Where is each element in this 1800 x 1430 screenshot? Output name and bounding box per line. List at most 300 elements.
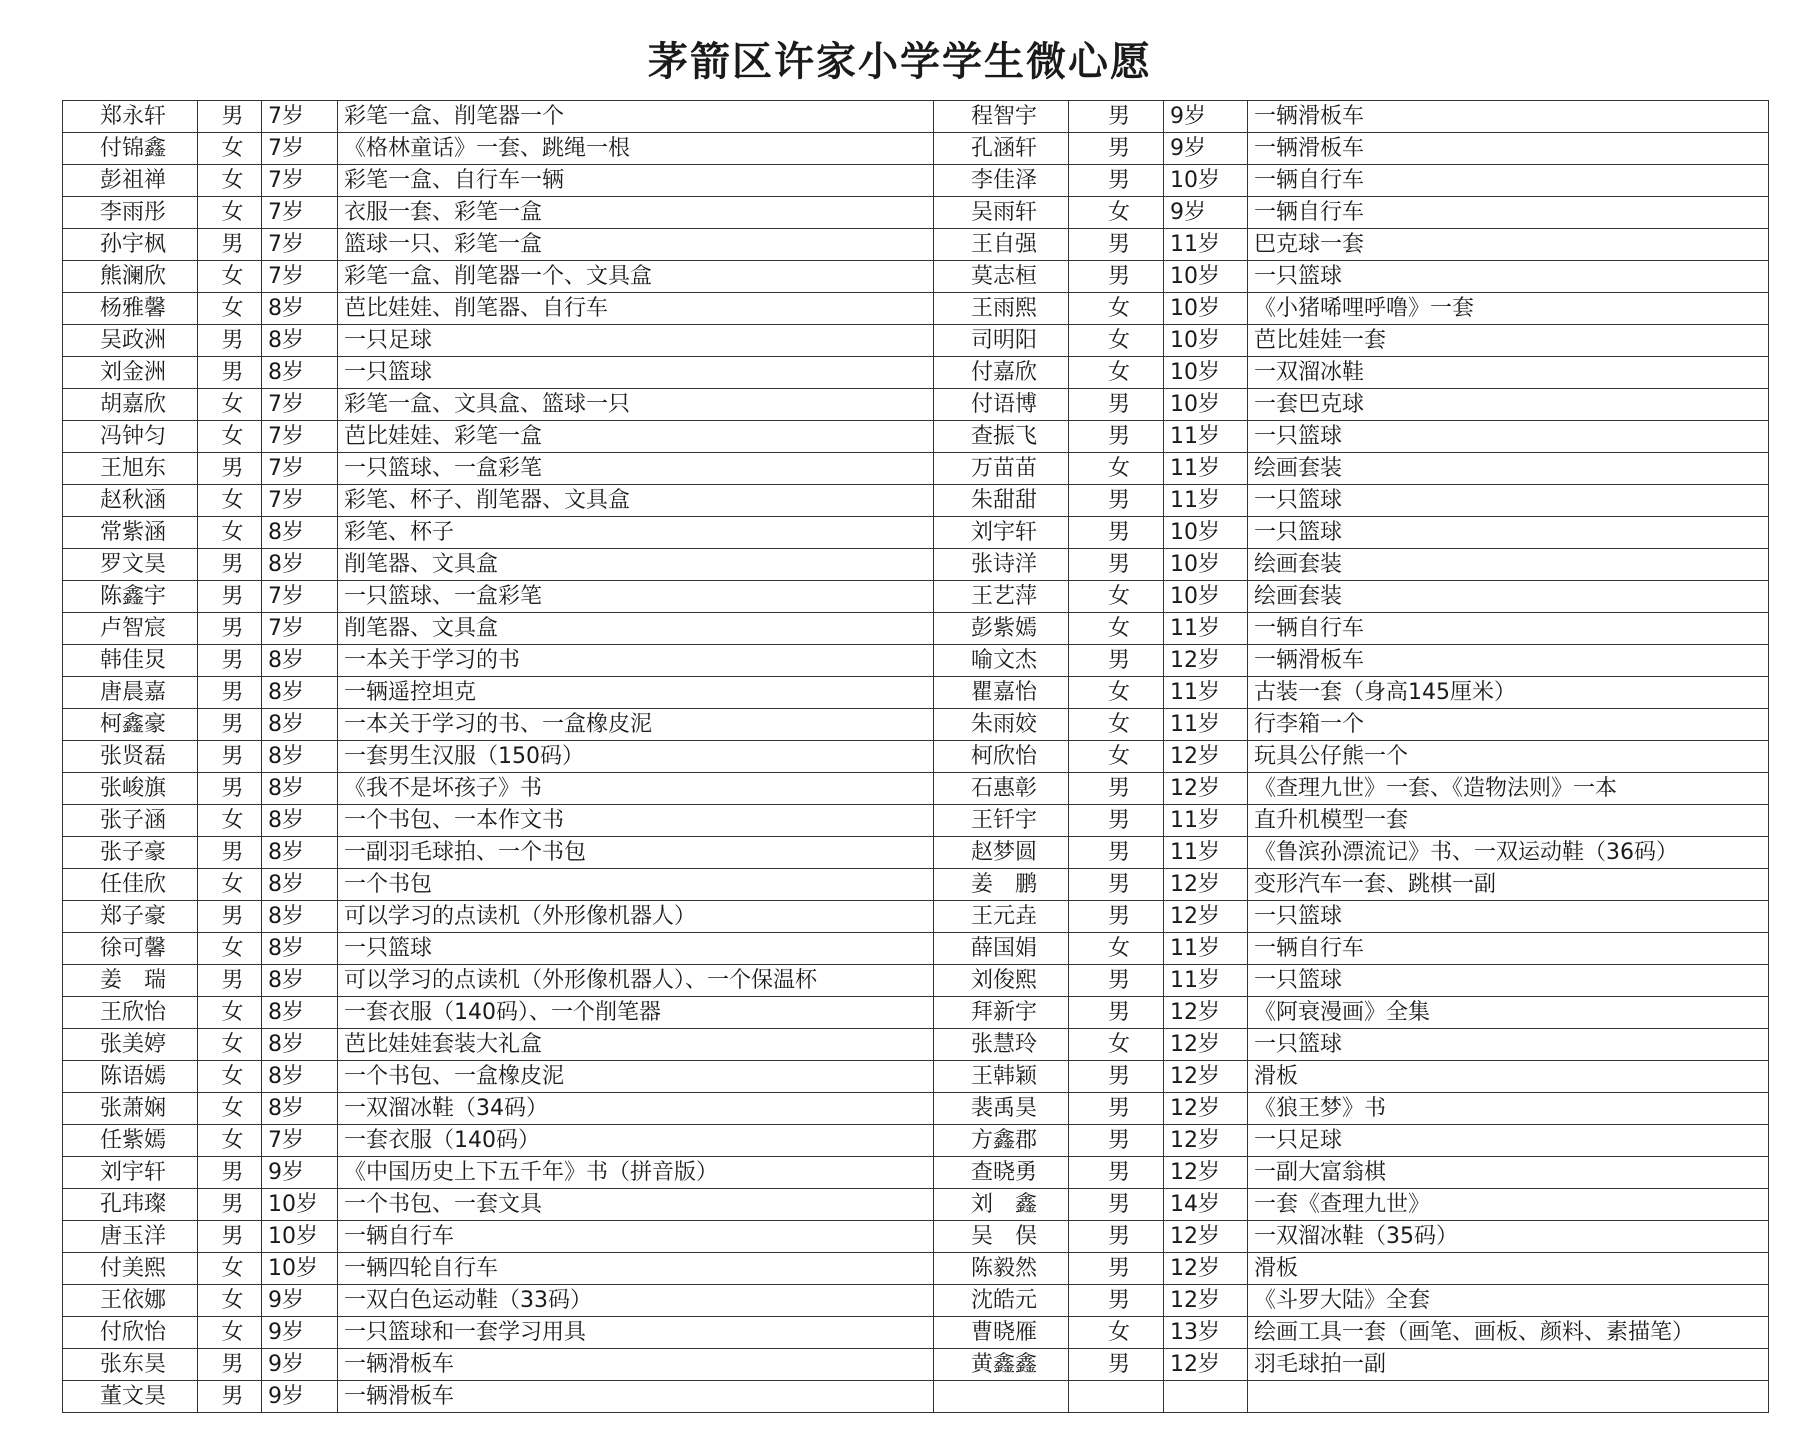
student-age-cell: 8岁 (262, 293, 338, 325)
student-wish-cell: 一辆自行车 (1248, 197, 1769, 229)
student-sex-cell: 男 (198, 101, 262, 133)
student-age-cell: 7岁 (262, 133, 338, 165)
student-sex-cell: 男 (198, 549, 262, 581)
table-row (63, 133, 1769, 165)
student-wish-cell: 芭比娃娃、彩笔一盒 (338, 421, 934, 453)
student-age-cell: 12岁 (1164, 1285, 1248, 1317)
table-row (63, 261, 1769, 293)
student-wish-cell: 一只篮球 (1248, 1029, 1769, 1061)
student-sex-cell: 男 (198, 741, 262, 773)
student-sex-cell: 男 (1069, 1157, 1164, 1189)
student-name-cell: 莫志桓 (934, 261, 1069, 293)
student-wish-cell: 绘画工具一套（画笔、画板、颜料、素描笔） (1248, 1317, 1769, 1349)
student-age-cell: 12岁 (1164, 645, 1248, 677)
student-name-cell: 冯钟匀 (63, 421, 198, 453)
student-name-cell: 吴政洲 (63, 325, 198, 357)
student-sex-cell: 男 (198, 773, 262, 805)
student-name-cell: 张慧玲 (934, 1029, 1069, 1061)
student-name-cell: 彭紫嫣 (934, 613, 1069, 645)
student-age-cell: 10岁 (262, 1189, 338, 1221)
student-sex-cell: 女 (198, 1285, 262, 1317)
student-wish-cell: 一辆滑板车 (1248, 133, 1769, 165)
student-age-cell: 8岁 (262, 645, 338, 677)
student-sex-cell: 女 (198, 869, 262, 901)
student-age-cell: 9岁 (1164, 101, 1248, 133)
student-name-cell: 沈皓元 (934, 1285, 1069, 1317)
student-name-cell: 罗文昊 (63, 549, 198, 581)
student-age-cell: 10岁 (1164, 517, 1248, 549)
student-name-cell: 王欣怡 (63, 997, 198, 1029)
student-name-cell: 张峻旗 (63, 773, 198, 805)
student-wish-cell: 一个书包 (338, 869, 934, 901)
student-age-cell: 13岁 (1164, 1317, 1248, 1349)
student-age-cell: 12岁 (1164, 1349, 1248, 1381)
student-age-cell: 11岁 (1164, 837, 1248, 869)
student-sex-cell: 女 (1069, 1317, 1164, 1349)
student-sex-cell: 女 (1069, 1029, 1164, 1061)
student-sex-cell: 女 (1069, 325, 1164, 357)
student-name-cell: 石惠彰 (934, 773, 1069, 805)
student-wish-cell: 一双白色运动鞋（33码） (338, 1285, 934, 1317)
student-age-cell: 14岁 (1164, 1189, 1248, 1221)
student-age-cell: 7岁 (262, 581, 338, 613)
student-age-cell: 12岁 (1164, 1061, 1248, 1093)
student-age-cell: 12岁 (1164, 869, 1248, 901)
student-name-cell: 熊澜欣 (63, 261, 198, 293)
student-wish-cell: 羽毛球拍一副 (1248, 1349, 1769, 1381)
table-row (63, 965, 1769, 997)
student-name-cell: 韩佳炅 (63, 645, 198, 677)
student-age-cell: 11岁 (1164, 421, 1248, 453)
student-age-cell: 11岁 (1164, 805, 1248, 837)
student-name-cell: 陈语嫣 (63, 1061, 198, 1093)
student-sex-cell: 男 (1069, 1061, 1164, 1093)
student-sex-cell: 男 (1069, 1125, 1164, 1157)
student-name-cell: 卢智宸 (63, 613, 198, 645)
student-wish-cell: 一辆遥控坦克 (338, 677, 934, 709)
student-name-cell: 张东昊 (63, 1349, 198, 1381)
student-name-cell: 付语博 (934, 389, 1069, 421)
student-name-cell: 陈毅然 (934, 1253, 1069, 1285)
table-row (63, 1349, 1769, 1381)
student-sex-cell: 女 (1069, 741, 1164, 773)
student-wish-cell: 芭比娃娃、削笔器、自行车 (338, 293, 934, 325)
student-name-cell: 黄鑫鑫 (934, 1349, 1069, 1381)
student-name-cell: 瞿嘉怡 (934, 677, 1069, 709)
table-row (63, 549, 1769, 581)
student-wish-cell: 削笔器、文具盒 (338, 613, 934, 645)
student-sex-cell: 男 (1069, 485, 1164, 517)
student-wish-cell: 《中国历史上下五千年》书（拼音版） (338, 1157, 934, 1189)
student-sex-cell: 女 (198, 389, 262, 421)
student-name-cell: 唐晨嘉 (63, 677, 198, 709)
table-row (63, 933, 1769, 965)
student-wish-cell: 一套《查理九世》 (1248, 1189, 1769, 1221)
student-age-cell: 8岁 (262, 805, 338, 837)
student-name-cell: 彭祖禅 (63, 165, 198, 197)
student-wish-cell: 一只篮球 (1248, 261, 1769, 293)
student-sex-cell: 男 (198, 677, 262, 709)
student-name-cell: 拜新宇 (934, 997, 1069, 1029)
student-age-cell: 7岁 (262, 485, 338, 517)
student-age-cell: 10岁 (1164, 261, 1248, 293)
student-sex-cell: 女 (198, 261, 262, 293)
student-wish-cell: 一双溜冰鞋（35码） (1248, 1221, 1769, 1253)
student-name-cell: 张诗洋 (934, 549, 1069, 581)
table-row (63, 613, 1769, 645)
student-wish-cell: 一副大富翁棋 (1248, 1157, 1769, 1189)
student-name-cell: 裴禹昊 (934, 1093, 1069, 1125)
student-age-cell: 7岁 (262, 165, 338, 197)
student-age-cell: 11岁 (1164, 933, 1248, 965)
student-name-cell: 张子豪 (63, 837, 198, 869)
student-name-cell: 张贤磊 (63, 741, 198, 773)
student-age-cell: 12岁 (1164, 741, 1248, 773)
student-wish-cell: 直升机模型一套 (1248, 805, 1769, 837)
student-name-cell: 任紫嫣 (63, 1125, 198, 1157)
wish-table (62, 100, 1769, 1413)
student-sex-cell: 男 (198, 357, 262, 389)
student-name-cell: 朱甜甜 (934, 485, 1069, 517)
student-wish-cell: 一只篮球 (1248, 485, 1769, 517)
student-sex-cell: 男 (1069, 517, 1164, 549)
student-wish-cell: 一只足球 (338, 325, 934, 357)
student-age-cell: 10岁 (1164, 293, 1248, 325)
student-wish-cell: 一套巴克球 (1248, 389, 1769, 421)
student-wish-cell: 彩笔一盒、自行车一辆 (338, 165, 934, 197)
student-wish-cell: 一辆自行车 (1248, 933, 1769, 965)
table-row (63, 229, 1769, 261)
student-age-cell: 9岁 (1164, 197, 1248, 229)
student-sex-cell: 男 (1069, 869, 1164, 901)
student-name-cell: 胡嘉欣 (63, 389, 198, 421)
student-age-cell: 11岁 (1164, 677, 1248, 709)
student-sex-cell: 男 (1069, 1253, 1164, 1285)
student-age-cell: 12岁 (1164, 1253, 1248, 1285)
student-wish-cell: 一双溜冰鞋 (1248, 357, 1769, 389)
student-age-cell: 7岁 (262, 613, 338, 645)
student-sex-cell: 男 (198, 1381, 262, 1413)
student-name-cell: 吴 俣 (934, 1221, 1069, 1253)
student-wish-cell: 古装一套（身高145厘米） (1248, 677, 1769, 709)
student-wish-cell: 彩笔一盒、削笔器一个 (338, 101, 934, 133)
student-wish-cell: 一只篮球、一盒彩笔 (338, 581, 934, 613)
student-sex-cell: 男 (198, 581, 262, 613)
student-wish-cell: 滑板 (1248, 1061, 1769, 1093)
student-age-cell: 8岁 (262, 773, 338, 805)
student-wish-cell: 《格林童话》一套、跳绳一根 (338, 133, 934, 165)
student-wish-cell: 滑板 (1248, 1253, 1769, 1285)
student-name-cell: 柯欣怡 (934, 741, 1069, 773)
student-wish-cell: 一辆自行车 (1248, 165, 1769, 197)
student-name-cell: 王自强 (934, 229, 1069, 261)
student-sex-cell: 男 (198, 325, 262, 357)
student-name-cell: 任佳欣 (63, 869, 198, 901)
student-age-cell: 12岁 (1164, 1029, 1248, 1061)
student-age-cell: 10岁 (1164, 325, 1248, 357)
table-row (63, 837, 1769, 869)
student-wish-cell: 绘画套装 (1248, 549, 1769, 581)
student-sex-cell: 女 (198, 997, 262, 1029)
student-name-cell: 王钎宇 (934, 805, 1069, 837)
student-wish-cell: 一只篮球 (1248, 965, 1769, 997)
student-age-cell: 8岁 (262, 901, 338, 933)
student-sex-cell: 女 (198, 1061, 262, 1093)
student-age-cell: 11岁 (1164, 709, 1248, 741)
student-age-cell: 11岁 (1164, 485, 1248, 517)
student-name-cell: 王艺萍 (934, 581, 1069, 613)
student-sex-cell: 女 (1069, 357, 1164, 389)
student-wish-cell: 玩具公仔熊一个 (1248, 741, 1769, 773)
student-wish-cell: 削笔器、文具盒 (338, 549, 934, 581)
student-wish-cell: 彩笔、杯子、削笔器、文具盒 (338, 485, 934, 517)
student-sex-cell: 男 (198, 965, 262, 997)
student-age-cell: 7岁 (262, 1125, 338, 1157)
student-sex-cell: 男 (1069, 1349, 1164, 1381)
student-wish-cell: 《狼王梦》书 (1248, 1093, 1769, 1125)
student-sex-cell: 女 (198, 1125, 262, 1157)
table-row (63, 421, 1769, 453)
student-wish-cell: 一辆自行车 (1248, 613, 1769, 645)
student-sex-cell: 男 (1069, 549, 1164, 581)
student-wish-cell: 《我不是坏孩子》书 (338, 773, 934, 805)
student-sex-cell: 男 (1069, 901, 1164, 933)
student-wish-cell: 彩笔、杯子 (338, 517, 934, 549)
student-name-cell: 张萧娴 (63, 1093, 198, 1125)
student-name-cell: 孙宇枫 (63, 229, 198, 261)
student-name-cell: 曹晓雁 (934, 1317, 1069, 1349)
student-wish-cell: 巴克球一套 (1248, 229, 1769, 261)
table-row (63, 645, 1769, 677)
student-sex-cell: 男 (1069, 1221, 1164, 1253)
student-age-cell: 8岁 (262, 1029, 338, 1061)
table-row (63, 581, 1769, 613)
student-sex-cell: 男 (1069, 837, 1164, 869)
table-row (63, 1029, 1769, 1061)
student-wish-cell: 绘画套装 (1248, 581, 1769, 613)
table-row (63, 293, 1769, 325)
student-age-cell: 9岁 (262, 1381, 338, 1413)
student-sex-cell: 男 (1069, 1189, 1164, 1221)
table-row (63, 101, 1769, 133)
student-sex-cell: 男 (198, 901, 262, 933)
student-sex-cell: 男 (1069, 965, 1164, 997)
table-row (63, 1381, 1769, 1413)
student-wish-cell: 一副羽毛球拍、一个书包 (338, 837, 934, 869)
student-age-cell: 7岁 (262, 101, 338, 133)
student-sex-cell: 女 (198, 517, 262, 549)
student-sex-cell: 男 (1069, 1093, 1164, 1125)
student-age-cell: 7岁 (262, 421, 338, 453)
student-age-cell: 7岁 (262, 261, 338, 293)
student-wish-cell: 一套男生汉服（150码） (338, 741, 934, 773)
student-wish-cell: 一个书包、一本作文书 (338, 805, 934, 837)
student-wish-cell: 彩笔一盒、文具盒、篮球一只 (338, 389, 934, 421)
table-row (63, 869, 1769, 901)
student-sex-cell: 女 (1069, 197, 1164, 229)
student-age-cell: 8岁 (262, 837, 338, 869)
student-age-cell: 8岁 (262, 1061, 338, 1093)
student-sex-cell: 女 (198, 421, 262, 453)
student-age-cell: 12岁 (1164, 1093, 1248, 1125)
student-wish-cell: 一个书包、一盒橡皮泥 (338, 1061, 934, 1093)
student-name-cell: 郑子豪 (63, 901, 198, 933)
student-sex-cell: 女 (198, 805, 262, 837)
student-wish-cell: 《小猪唏哩呼噜》一套 (1248, 293, 1769, 325)
table-row (63, 165, 1769, 197)
student-sex-cell: 男 (198, 229, 262, 261)
student-name-cell: 吴雨轩 (934, 197, 1069, 229)
student-age-cell: 12岁 (1164, 997, 1248, 1029)
student-age-cell: 11岁 (1164, 453, 1248, 485)
student-sex-cell: 男 (198, 709, 262, 741)
student-age-cell (1164, 1381, 1248, 1413)
student-name-cell: 李佳泽 (934, 165, 1069, 197)
student-name-cell: 张子涵 (63, 805, 198, 837)
table-row (63, 453, 1769, 485)
student-name-cell: 刘金洲 (63, 357, 198, 389)
student-name-cell: 王元垚 (934, 901, 1069, 933)
student-age-cell: 9岁 (262, 1285, 338, 1317)
student-age-cell: 11岁 (1164, 613, 1248, 645)
student-age-cell: 9岁 (1164, 133, 1248, 165)
student-age-cell: 8岁 (262, 933, 338, 965)
student-sex-cell: 男 (198, 1157, 262, 1189)
student-name-cell: 付欣怡 (63, 1317, 198, 1349)
table-row (63, 517, 1769, 549)
student-sex-cell: 女 (198, 165, 262, 197)
table-row (63, 1061, 1769, 1093)
student-wish-cell: 一辆自行车 (338, 1221, 934, 1253)
student-age-cell: 8岁 (262, 997, 338, 1029)
student-age-cell: 8岁 (262, 517, 338, 549)
student-name-cell: 程智宇 (934, 101, 1069, 133)
student-age-cell: 10岁 (1164, 549, 1248, 581)
student-age-cell: 10岁 (1164, 357, 1248, 389)
student-name-cell: 付嘉欣 (934, 357, 1069, 389)
student-age-cell: 8岁 (262, 741, 338, 773)
student-name-cell: 刘宇轩 (934, 517, 1069, 549)
student-wish-cell: 《鲁滨孙漂流记》书、一双运动鞋（36码） (1248, 837, 1769, 869)
student-name-cell: 刘宇轩 (63, 1157, 198, 1189)
student-age-cell: 7岁 (262, 453, 338, 485)
student-sex-cell: 女 (198, 133, 262, 165)
table-row (63, 677, 1769, 709)
student-sex-cell: 男 (198, 1189, 262, 1221)
student-sex-cell: 男 (1069, 261, 1164, 293)
student-age-cell: 7岁 (262, 197, 338, 229)
table-row (63, 389, 1769, 421)
table-row (63, 901, 1769, 933)
table-row (63, 1253, 1769, 1285)
student-name-cell: 刘俊熙 (934, 965, 1069, 997)
student-name-cell: 孔涵轩 (934, 133, 1069, 165)
student-wish-cell: 一只篮球和一套学习用具 (338, 1317, 934, 1349)
student-wish-cell: 彩笔一盒、削笔器一个、文具盒 (338, 261, 934, 293)
student-name-cell: 姜 鹏 (934, 869, 1069, 901)
student-name-cell: 常紫涵 (63, 517, 198, 549)
student-age-cell: 12岁 (1164, 1157, 1248, 1189)
student-wish-cell: 一辆滑板车 (338, 1381, 934, 1413)
student-name-cell: 赵秋涵 (63, 485, 198, 517)
student-wish-cell: 一辆滑板车 (1248, 101, 1769, 133)
student-name-cell: 董文昊 (63, 1381, 198, 1413)
student-name-cell: 孔玮璨 (63, 1189, 198, 1221)
student-wish-cell: 一辆滑板车 (338, 1349, 934, 1381)
student-wish-cell: 芭比娃娃一套 (1248, 325, 1769, 357)
student-name-cell: 付锦鑫 (63, 133, 198, 165)
student-sex-cell: 女 (198, 1029, 262, 1061)
student-name-cell: 查晓勇 (934, 1157, 1069, 1189)
student-sex-cell: 男 (1069, 997, 1164, 1029)
student-sex-cell: 女 (198, 1093, 262, 1125)
student-wish-cell: 一只篮球 (338, 357, 934, 389)
student-sex-cell: 女 (1069, 581, 1164, 613)
student-wish-cell: 《阿衰漫画》全集 (1248, 997, 1769, 1029)
student-age-cell: 9岁 (262, 1157, 338, 1189)
student-sex-cell: 男 (1069, 645, 1164, 677)
student-sex-cell: 男 (1069, 1285, 1164, 1317)
student-name-cell: 赵梦圆 (934, 837, 1069, 869)
student-wish-cell: 可以学习的点读机（外形像机器人） (338, 901, 934, 933)
student-wish-cell (1248, 1381, 1769, 1413)
student-name-cell: 方鑫郡 (934, 1125, 1069, 1157)
student-age-cell: 8岁 (262, 965, 338, 997)
table-row (63, 1317, 1769, 1349)
wish-table-body (63, 101, 1769, 1413)
student-name-cell: 王旭东 (63, 453, 198, 485)
student-name-cell: 陈鑫宇 (63, 581, 198, 613)
student-age-cell: 8岁 (262, 357, 338, 389)
student-age-cell: 10岁 (1164, 389, 1248, 421)
student-name-cell: 张美婷 (63, 1029, 198, 1061)
student-sex-cell: 女 (198, 933, 262, 965)
table-row (63, 325, 1769, 357)
student-wish-cell: 一本关于学习的书 (338, 645, 934, 677)
student-wish-cell: 绘画套装 (1248, 453, 1769, 485)
student-age-cell: 10岁 (262, 1221, 338, 1253)
student-age-cell: 12岁 (1164, 773, 1248, 805)
table-row (63, 1189, 1769, 1221)
student-name-cell: 司明阳 (934, 325, 1069, 357)
student-wish-cell: 一套衣服（140码） (338, 1125, 934, 1157)
student-age-cell: 8岁 (262, 325, 338, 357)
student-name-cell (934, 1381, 1069, 1413)
table-row (63, 1221, 1769, 1253)
student-sex-cell: 女 (1069, 677, 1164, 709)
student-wish-cell: 行李箱一个 (1248, 709, 1769, 741)
student-name-cell: 姜 瑞 (63, 965, 198, 997)
student-sex-cell: 男 (1069, 421, 1164, 453)
student-sex-cell: 女 (198, 293, 262, 325)
table-row (63, 805, 1769, 837)
student-age-cell: 10岁 (1164, 581, 1248, 613)
student-age-cell: 8岁 (262, 549, 338, 581)
student-wish-cell: 一双溜冰鞋（34码） (338, 1093, 934, 1125)
student-wish-cell: 一只篮球 (1248, 901, 1769, 933)
student-sex-cell (1069, 1381, 1164, 1413)
student-sex-cell: 男 (1069, 101, 1164, 133)
student-wish-cell: 一辆四轮自行车 (338, 1253, 934, 1285)
student-age-cell: 11岁 (1164, 229, 1248, 261)
student-sex-cell: 女 (1069, 613, 1164, 645)
student-sex-cell: 男 (198, 1221, 262, 1253)
student-sex-cell: 男 (1069, 229, 1164, 261)
table-row (63, 485, 1769, 517)
student-wish-cell: 篮球一只、彩笔一盒 (338, 229, 934, 261)
student-name-cell: 喻文杰 (934, 645, 1069, 677)
table-row (63, 997, 1769, 1029)
